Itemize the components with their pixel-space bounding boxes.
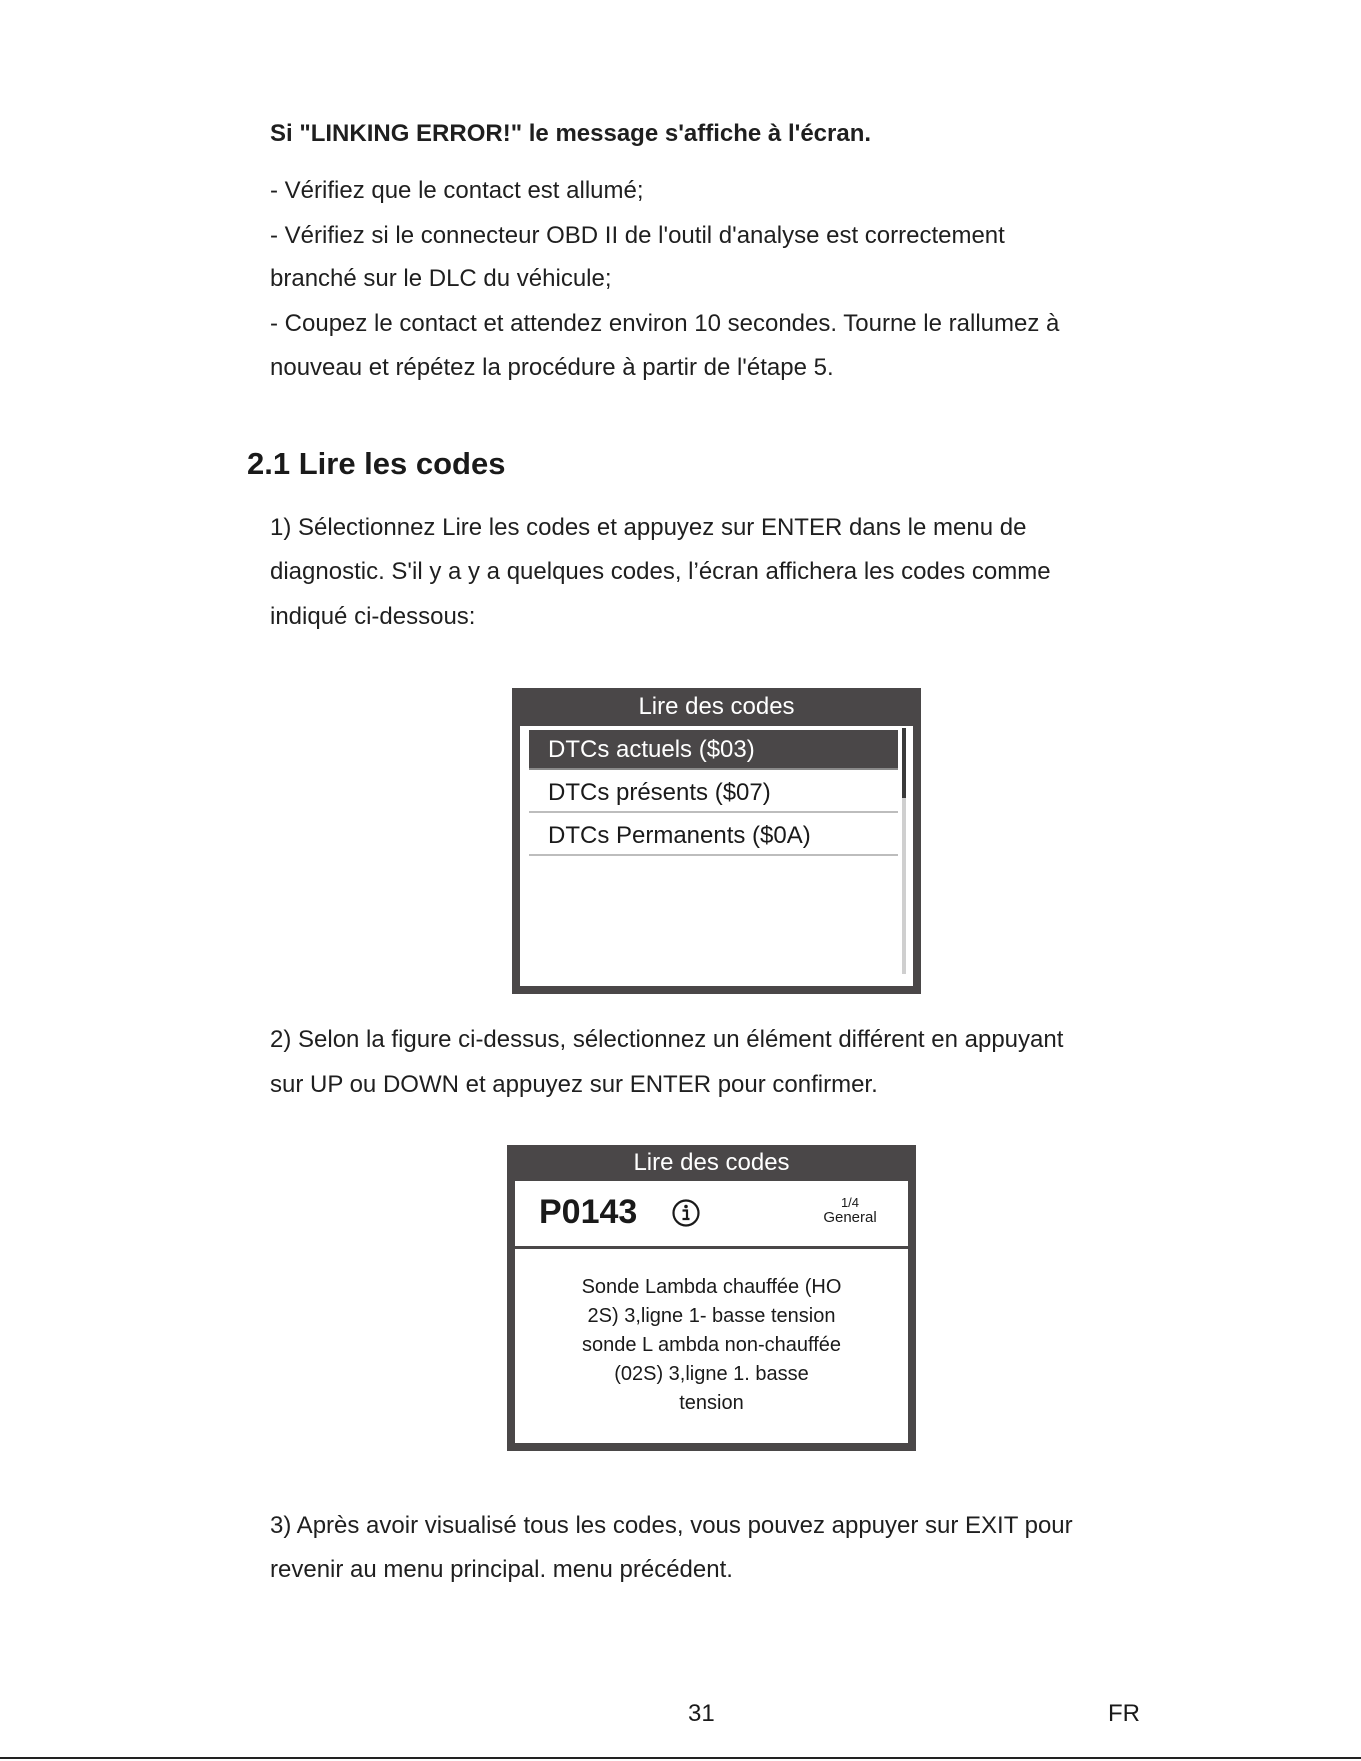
code-header (515, 1181, 908, 1246)
description-line: (02S) 3,ligne 1. basse (614, 1363, 809, 1385)
step1-line-1: 1) Sélectionnez Lire les codes et appuyez sur ENTER dans le menu de (270, 514, 1027, 541)
error-line-3: branché sur le DLC du véhicule; (270, 265, 612, 292)
step3-line-2: revenir au menu principal. menu précédent. (270, 1556, 733, 1583)
step3-line-1: 3) Après avoir visualisé tous les codes, vous pouvez appuyer sur EXIT pour (270, 1512, 1073, 1539)
language-label: FR (1108, 1700, 1140, 1727)
step2-line-2: sur UP ou DOWN et appuyez sur ENTER pour confirmer. (270, 1071, 878, 1098)
description-line: sonde L ambda non-chauffée (581, 1334, 842, 1356)
code-page-indicator (815, 1195, 885, 1225)
menu-screen-panel (520, 726, 913, 986)
menu-screen-title: Lire des codes (638, 693, 795, 720)
error-line-1: - Vérifiez que le contact est allumé; (270, 177, 644, 204)
code-category: General (823, 1209, 877, 1226)
error-heading: Si "LINKING ERROR!" le message s'affiche à l'écran. (270, 120, 872, 147)
menu-screen (512, 688, 921, 994)
menu-item-current-dtcs[interactable]: DTCs actuels ($03) (529, 730, 898, 770)
step1-line-3: indiqué ci-dessous: (270, 603, 476, 630)
section-title: 2.1 Lire les codes (247, 446, 506, 481)
page-number: 31 (688, 1700, 715, 1727)
info-icon[interactable] (671, 1198, 701, 1228)
code-description (515, 1273, 908, 1418)
code-description-box (515, 1249, 908, 1443)
description-line: 2S) 3,ligne 1- basse tension (587, 1305, 836, 1327)
error-line-2: - Vérifiez si le connecteur OBD II de l'outil d'analyse est correctement (270, 222, 1005, 249)
description-line: Sonde Lambda chauffée (HO (581, 1276, 842, 1298)
bottom-rule (0, 1757, 1361, 1759)
step2-line-1: 2) Selon la figure ci-dessus, sélectionnez un élément différent en appuyant (270, 1026, 1064, 1053)
page-count: 1/4 (840, 1195, 860, 1210)
dtc-code: P0143 (539, 1193, 638, 1231)
description-line: tension (679, 1392, 744, 1414)
error-line-4: - Coupez le contact et attendez environ 10 secondes. Tourne le rallumez à (270, 310, 1060, 337)
code-detail-screen (507, 1145, 916, 1451)
menu-item-pending-dtcs[interactable]: DTCs présents ($07) (529, 773, 898, 813)
code-screen-title: Lire des codes (633, 1149, 790, 1176)
menu-item-permanent-dtcs[interactable]: DTCs Permanents ($0A) (529, 816, 898, 856)
error-line-5: nouveau et répétez la procédure à partir de l'étape 5. (270, 354, 834, 381)
scrollbar-thumb[interactable] (902, 728, 906, 798)
step1-line-2: diagnostic. S'il y a y a quelques codes, l’écran affichera les codes comme (270, 558, 1051, 585)
